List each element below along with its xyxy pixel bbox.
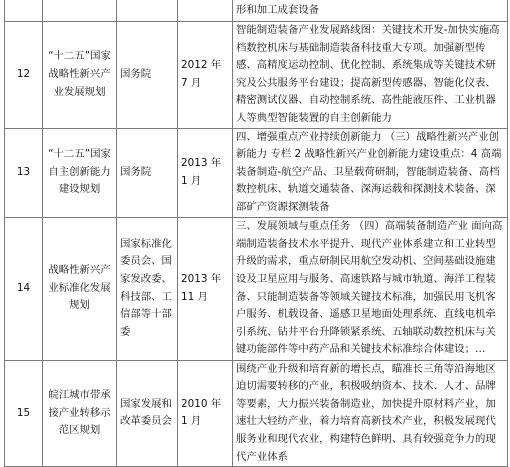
name-cell: 战略性新兴产业标准化发展规划 [43,217,117,360]
no-cell: 12 [5,22,43,129]
no-cell: 15 [5,360,43,467]
table-row [5,217,508,360]
no-cell: 13 [5,128,43,217]
name-cell: “十二五”国家自主创新能力建设规划 [43,128,117,217]
content-cell: 形和加工成套设备 [233,0,508,22]
name-cell: 皖江城市带承接产业转移示范区规划 [43,360,117,467]
org-cell: 国家发展和改革委员会 [117,360,178,467]
time-cell: 2010 年 1 月 [178,360,233,467]
name-cell: “十二五”国家战略性新兴产业发展规划 [43,22,117,129]
org-cell [117,0,178,22]
name-cell [43,0,117,22]
org-cell: 国务院 [117,128,178,217]
content-cell: 围绕产业升级和培育新的增长点，瞄准长三角等沿海地区迫切需要转移的产业，积极吸纳资本、技术、人才、品牌等要素，大力振兴装备制造业，加快提升原材料产业，加速壮大轻纺产业，着力培育高新技术产业，积极发展现代服务业和现代农业，构建特色鲜明、具有较强竞争力的现代产业体系 [233,360,508,467]
policy-table [4,0,508,467]
time-cell: 2013 年 1 月 [178,128,233,217]
table-row [5,0,508,22]
time-cell: 2012 年 7 月 [178,22,233,129]
time-cell [178,0,233,22]
org-cell: 国务院 [117,22,178,129]
time-cell: 2013 年 11 月 [178,217,233,360]
table-row [5,360,508,467]
no-cell: 14 [5,217,43,360]
content-cell: 智能制造装备产业发展路线图：关键技术开发-加快实施高档数控机床与基础制造装备科技重大专项。加强新型传感、高精度运动控制、优化控制、系统集成等关键技术研究及公共服务平台建设；提高新型传感器、智能化仪表、精密测试仪器、自动控制系统、高性能液压件、工业机器人等典型智能装置的自主创新能力 [233,22,508,129]
content-cell: 三、发展领域与重点任务 （四）高端装备制造产业 面向高端制造装备技术水平提升、现代产业体系建立和工业转型升级的需求，重点研制民用航空发动机、空间基础设施建设及卫星应用与服务、高速铁路与城市轨道、海洋工程装备、只能制造装备等领域关键技术标准，加强民用飞机客户服务、机载设备、遥感卫星地面处理系统、直线电机牵引系统、钻井平台升降锁紧系统、五轴联动数控机床与关键功能部件等中药产品和关键技术标准综合体建设；… [233,217,508,360]
table-row [5,128,508,217]
org-cell: 国家标准化委员会、国家发改委、科技部、工信部等十部委 [117,217,178,360]
no-cell [5,0,43,22]
content-cell: 四、增强重点产业持续创新能力 （三）战略性新兴产业创新能力 专栏 2 战略性新兴产业创新能力建设重点：4 高端装备制造-航空产品、卫星载荷研制，智能制造装备、高档数控机床、轨道交通装备、深海运载和探测技术装备、深部矿产资源探测装备 [233,128,508,217]
table-row [5,22,508,129]
